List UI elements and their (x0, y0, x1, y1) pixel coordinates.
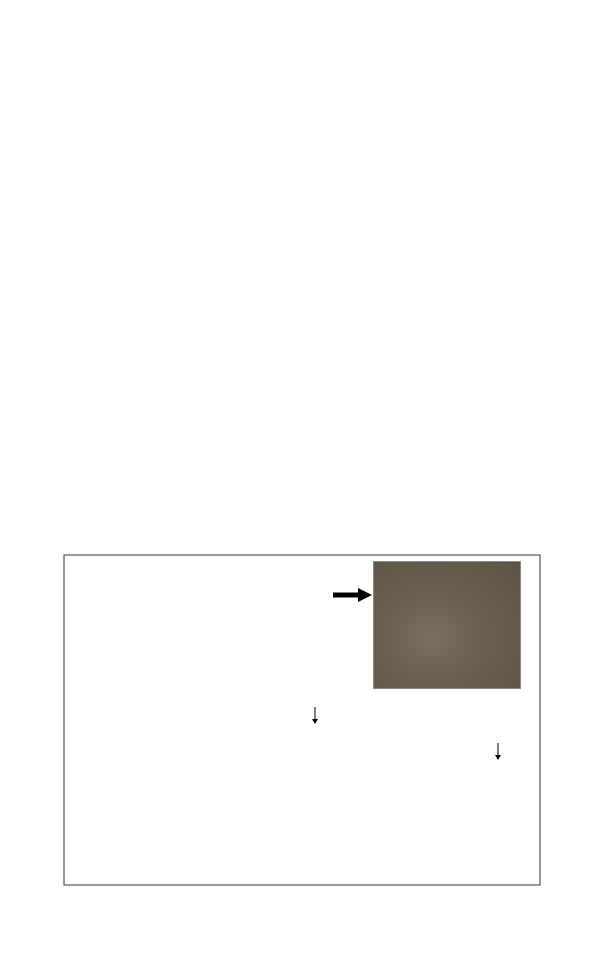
paragraph-raman-setup (8, 73, 595, 96)
paragraph-raman-results (8, 247, 595, 270)
figure-2 (0, 550, 603, 940)
inset-micrograph (373, 561, 521, 689)
legend (285, 575, 326, 601)
annotation-band-g (0, 550, 318, 724)
inset-arrow (333, 588, 372, 602)
